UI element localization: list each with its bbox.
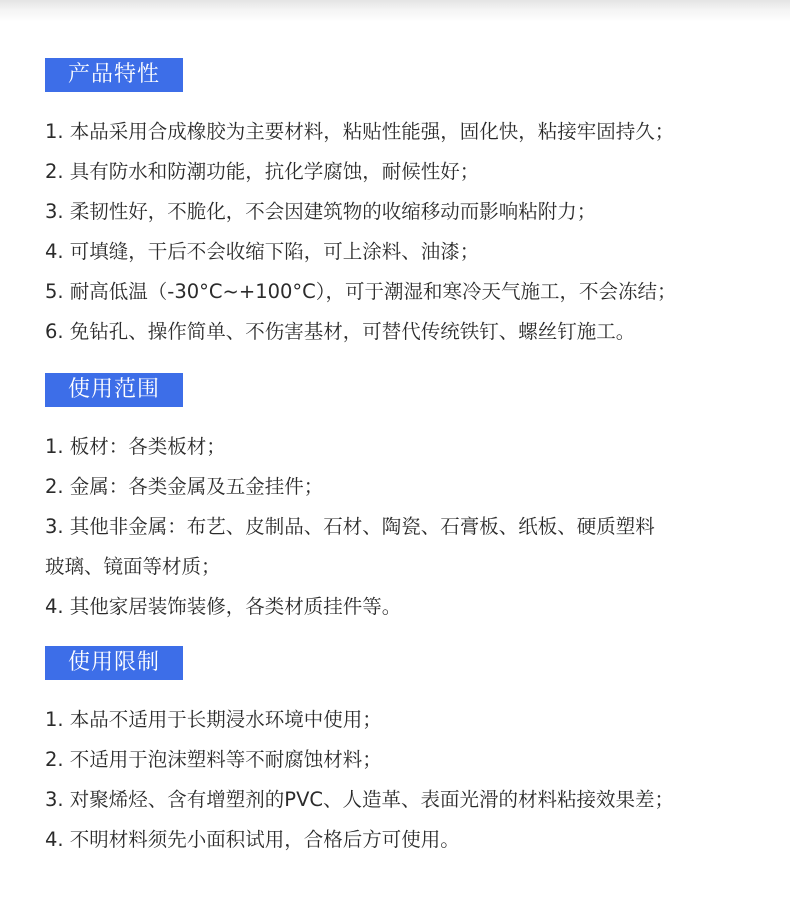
list-item: 3. 柔韧性好，不脆化，不会因建筑物的收缩移动而影响粘附力； — [45, 200, 597, 223]
list-item: 2. 金属：各类金属及五金挂件； — [45, 475, 324, 498]
list-item: 3. 其他非金属：布艺、皮制品、石材、陶瓷、石膏板、纸板、硬质塑料 — [45, 515, 655, 538]
list-item: 1. 本品采用合成橡胶为主要材料，粘贴性能强，固化快，粘接牢固持久； — [45, 120, 675, 143]
section-title-badge: 使用范围 — [45, 373, 183, 407]
section-title-badge: 使用限制 — [45, 646, 183, 680]
section-usage-scope — [45, 373, 765, 627]
section-title-badge: 产品特性 — [45, 58, 183, 92]
list-item: 1. 板材：各类板材； — [45, 435, 226, 458]
section-product-features — [45, 58, 765, 352]
usage-list — [45, 427, 765, 627]
list-item: 6. 免钻孔、操作简单、不伤害基材，可替代传统铁钉、螺丝钉施工。 — [45, 320, 636, 343]
list-item: 1. 本品不适用于长期浸水环境中使用； — [45, 708, 382, 731]
limits-list — [45, 700, 765, 860]
list-item: 5. 耐高低温（-30°C~+100°C），可于潮湿和寒冷天气施工，不会冻结； — [45, 280, 677, 303]
top-shadow — [0, 0, 790, 22]
list-item: 2. 具有防水和防潮功能，抗化学腐蚀，耐候性好； — [45, 160, 480, 183]
list-item: 3. 对聚烯烃、含有增塑剂的PVC、人造革、表面光滑的材料粘接效果差； — [45, 788, 675, 811]
list-item: 4. 不明材料须先小面积试用，合格后方可使用。 — [45, 828, 460, 851]
feature-list — [45, 112, 765, 352]
section-usage-limits — [45, 646, 765, 860]
list-item: 2. 不适用于泡沫塑料等不耐腐蚀材料； — [45, 748, 382, 771]
list-item: 4. 其他家居装饰装修，各类材质挂件等。 — [45, 595, 402, 618]
list-item: 4. 可填缝，干后不会收缩下陷，可上涂料、油漆； — [45, 240, 480, 263]
list-item-continuation: 玻璃、镜面等材质； — [45, 555, 221, 578]
